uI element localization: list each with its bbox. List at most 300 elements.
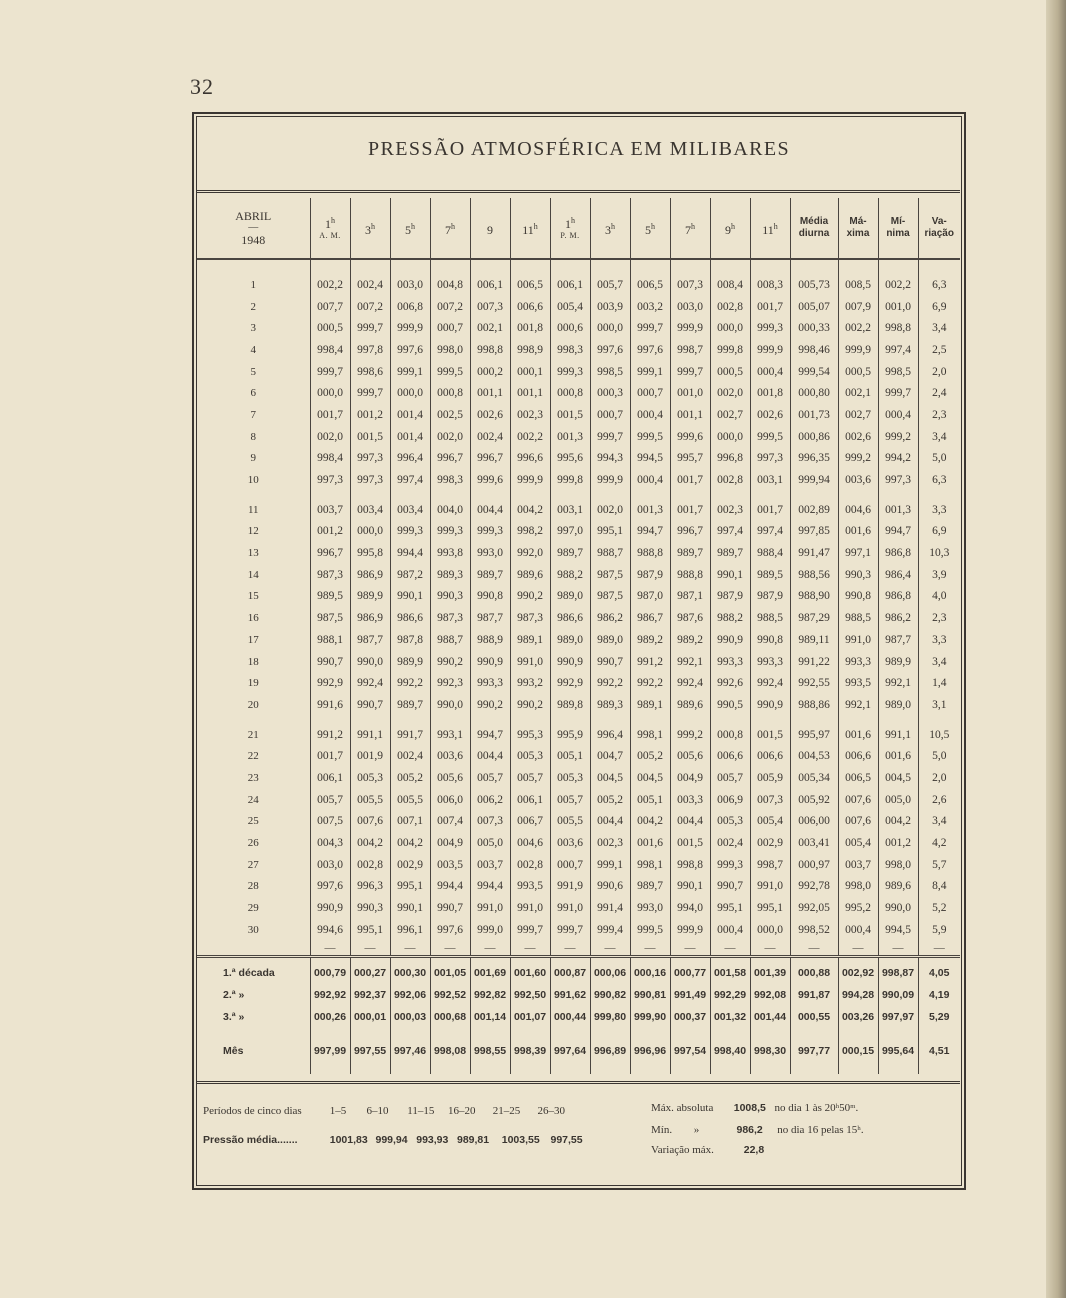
pressure-cell: 989,6 — [510, 564, 550, 586]
book-gutter — [1046, 0, 1066, 1298]
pressure-cell: 990,3 — [838, 564, 878, 586]
pressure-cell: 995,1 — [710, 897, 750, 919]
header-hour: 5$^h$ — [630, 198, 670, 259]
summary-cell: 001,07 — [510, 1006, 550, 1028]
day-row — [197, 521, 960, 543]
max-line — [651, 1102, 858, 1114]
pressure-cell: 006,00 — [790, 811, 838, 833]
pressure-cell: 990,0 — [878, 897, 918, 919]
pressure-cell: 996,35 — [790, 448, 838, 470]
period: 11–15 — [407, 1105, 435, 1117]
day-row — [197, 404, 960, 426]
summary-cell: 001,32 — [710, 1006, 750, 1028]
day-number: 13 — [197, 542, 310, 564]
day-row — [197, 469, 960, 491]
pressure-cell: 002,8 — [350, 854, 390, 876]
pressure-cell: 006,6 — [838, 745, 878, 767]
pressure-cell: 990,2 — [430, 651, 470, 673]
summary-cell: 000,16 — [630, 962, 670, 984]
pressure-cell: 992,2 — [390, 672, 430, 694]
summary-cell: 001,69 — [470, 962, 510, 984]
pressure-cell: 2,3 — [932, 408, 947, 421]
variation-value: 22,8 — [743, 1144, 765, 1156]
pressure-cell: 004,5 — [630, 767, 670, 789]
summary-cell: 000,68 — [430, 1006, 470, 1028]
pressure-cell: 999,1 — [590, 854, 630, 876]
day-row — [197, 317, 960, 339]
pressure-cell: 998,3 — [550, 339, 590, 361]
pressure-cell: 995,97 — [790, 724, 838, 746]
pressure-cell: 003,41 — [790, 832, 838, 854]
dash-cell — [197, 941, 310, 957]
pressure-cell: 003,7 — [470, 854, 510, 876]
dash-cell: — — [310, 941, 350, 957]
pressure-cell: 005,1 — [550, 745, 590, 767]
pressure-cell: 007,3 — [470, 296, 510, 318]
pressure-cell: 2,5 — [932, 343, 947, 356]
pressure-cell: 001,6 — [630, 832, 670, 854]
pressure-cell: 001,2 — [350, 404, 390, 426]
pressure-cell: 998,0 — [838, 876, 878, 898]
pressure-cell: 002,0 — [710, 382, 750, 404]
min-text: no dia 16 pelas 15ʰ. — [777, 1124, 864, 1136]
pressure-cell: 007,3 — [470, 811, 510, 833]
pressure-cell: 997,3 — [750, 448, 790, 470]
day-number: 24 — [197, 789, 310, 811]
pressure-cell: 990,2 — [510, 586, 550, 608]
dash-cell: — — [510, 941, 550, 957]
pressure-cell: 006,5 — [838, 767, 878, 789]
pressure-cell: 997,8 — [350, 339, 390, 361]
pressure-cell: 990,7 — [590, 651, 630, 673]
pressure-cell: 006,5 — [510, 274, 550, 296]
pressure-cell: 003,1 — [550, 499, 590, 521]
pressure-cell: 000,5 — [838, 361, 878, 383]
pressure-cell: 005,9 — [750, 767, 790, 789]
day-number: 21 — [197, 724, 310, 746]
periods-label: Períodos de cinco dias — [203, 1105, 302, 1117]
max-value: 1008,5 — [733, 1102, 766, 1114]
day-number: 9 — [197, 448, 310, 470]
day-row — [197, 564, 960, 586]
summary-row — [197, 1006, 960, 1028]
pressure-cell: 988,5 — [838, 607, 878, 629]
pressure-cell: 995,3 — [510, 724, 550, 746]
day-row — [197, 811, 960, 833]
pressure-cell: 997,6 — [590, 339, 630, 361]
summary-cell: 4,05 — [929, 966, 950, 979]
pressure-cell: 001,6 — [838, 724, 878, 746]
pressure-cell: 000,4 — [630, 404, 670, 426]
day-number: 6 — [197, 382, 310, 404]
pressure-cell: 989,0 — [878, 694, 918, 716]
pressure-cell: 002,3 — [590, 832, 630, 854]
pressure-cell: 992,3 — [430, 672, 470, 694]
pressure-cell: 001,4 — [390, 404, 430, 426]
pressure-cell: 000,1 — [510, 361, 550, 383]
pressure-cell: 005,2 — [390, 767, 430, 789]
day-row — [197, 876, 960, 898]
pressure-cell: 996,6 — [510, 448, 550, 470]
pressure-cell: 990,2 — [510, 694, 550, 716]
header-hour: 7$^h$ — [670, 198, 710, 259]
pressure-cell: 998,5 — [590, 361, 630, 383]
pressure-cell: 991,0 — [550, 897, 590, 919]
pressure-cell: 993,3 — [750, 651, 790, 673]
pressure-cell: 2,0 — [932, 365, 947, 378]
pressure-cell: 004,2 — [630, 811, 670, 833]
pressure-cell: 995,1 — [350, 919, 390, 941]
dash-cell: — — [350, 941, 390, 957]
max-text: no dia 1 às 20ʰ50ᵐ. — [774, 1102, 859, 1114]
pressure-cell: 998,4 — [310, 339, 350, 361]
pressure-cell: 993,0 — [470, 542, 510, 564]
summary-cell: 000,87 — [550, 962, 590, 984]
pressure-cell: 998,52 — [790, 919, 838, 941]
pressure-cell: 989,6 — [670, 694, 710, 716]
pressure-cell: 004,2 — [390, 832, 430, 854]
pressure-cell: 6,3 — [932, 278, 947, 291]
pressure-cell: 000,6 — [550, 317, 590, 339]
summary-cell: 000,01 — [350, 1006, 390, 1028]
pressure-cell: 989,5 — [310, 586, 350, 608]
pressure-cell: 2,3 — [932, 612, 947, 625]
pressure-cell: 992,9 — [550, 672, 590, 694]
pressure-cell: 986,7 — [630, 607, 670, 629]
summary-cell: 991,87 — [790, 984, 838, 1006]
summary-cell: 992,06 — [390, 984, 430, 1006]
pressure-cell: 004,0 — [430, 499, 470, 521]
pressure-cell: 988,1 — [310, 629, 350, 651]
pressure-cell: 989,6 — [878, 876, 918, 898]
pressure-cell: 990,6 — [590, 876, 630, 898]
pressure-cell: 001,2 — [310, 521, 350, 543]
summary-cell: 997,77 — [790, 1040, 838, 1062]
pressure-cell: 999,3 — [550, 361, 590, 383]
pressure-cell: 999,7 — [350, 317, 390, 339]
day-row — [197, 897, 960, 919]
pressure-cell: 003,9 — [590, 296, 630, 318]
pressure-cell: 000,97 — [790, 854, 838, 876]
pressure-cell: 999,5 — [430, 361, 470, 383]
pressure-cell: 989,7 — [550, 542, 590, 564]
day-number: 26 — [197, 832, 310, 854]
summary-cell: 000,30 — [390, 962, 430, 984]
variation-line — [651, 1144, 764, 1156]
pressure-value: 997,55 — [550, 1134, 583, 1146]
summary-cell: 000,26 — [310, 1006, 350, 1028]
pressure-cell: 005,7 — [310, 789, 350, 811]
summary-row — [197, 1040, 960, 1062]
pressure-cell: 996,7 — [470, 448, 510, 470]
pressure-cell: 992,2 — [630, 672, 670, 694]
pressure-cell: 995,8 — [350, 542, 390, 564]
pressure-cell: 006,8 — [390, 296, 430, 318]
pressure-cell: 991,1 — [350, 724, 390, 746]
dash-cell: — — [670, 941, 710, 957]
pressure-cell: 992,6 — [710, 672, 750, 694]
dash-row — [197, 941, 960, 957]
pressure-cell: 986,4 — [878, 564, 918, 586]
pressure-cell: 002,3 — [510, 404, 550, 426]
day-row — [197, 789, 960, 811]
pressure-cell: 990,8 — [470, 586, 510, 608]
pressure-cell: 2,6 — [932, 793, 947, 806]
pressure-cell: 994,5 — [630, 448, 670, 470]
summary-cell: 994,28 — [838, 984, 878, 1006]
day-row — [197, 586, 960, 608]
pressure-cell: 004,4 — [470, 745, 510, 767]
pressure-cell: 1,4 — [932, 677, 947, 690]
pressure-cell: 988,56 — [790, 564, 838, 586]
summary-cell: 997,97 — [878, 1006, 918, 1028]
pressure-cell: 005,73 — [790, 274, 838, 296]
pressure-cell: 001,7 — [310, 745, 350, 767]
pressure-cell: 996,7 — [430, 448, 470, 470]
pressure-cell: 006,0 — [430, 789, 470, 811]
pressure-cell: 986,6 — [550, 607, 590, 629]
pressure-cell: 001,5 — [350, 426, 390, 448]
summary-cell: 992,52 — [430, 984, 470, 1006]
pressure-cell: 998,4 — [310, 448, 350, 470]
pressure-cell: 001,6 — [878, 745, 918, 767]
pressure-cell: 004,9 — [670, 767, 710, 789]
summary-cell: 998,39 — [510, 1040, 550, 1062]
pressure-cell: 987,5 — [310, 607, 350, 629]
pressure-cell: 993,5 — [510, 876, 550, 898]
footer-divider — [197, 1081, 960, 1084]
pressure-cell: 987,3 — [430, 607, 470, 629]
pressure-cell: 001,6 — [838, 521, 878, 543]
pressure-cell: 988,86 — [790, 694, 838, 716]
pressure-cell: 6,3 — [932, 474, 947, 487]
pressure-cell: 998,6 — [350, 361, 390, 383]
pressure-cell: 991,22 — [790, 651, 838, 673]
pressure-cell: 007,1 — [390, 811, 430, 833]
summary-cell: 997,55 — [350, 1040, 390, 1062]
pressure-cell: 999,3 — [390, 521, 430, 543]
pressure-cell: 5,9 — [932, 923, 947, 936]
day-row — [197, 694, 960, 716]
pressure-cell: 007,7 — [310, 296, 350, 318]
pressure-cell: 006,9 — [710, 789, 750, 811]
pressure-cell: 006,7 — [510, 811, 550, 833]
pressure-cell: 993,8 — [430, 542, 470, 564]
pressure-cell: 989,2 — [670, 629, 710, 651]
pressure-cell: 006,6 — [510, 296, 550, 318]
pressure-cell: 3,3 — [932, 503, 947, 516]
day-number: 23 — [197, 767, 310, 789]
pressure-cell: 004,9 — [430, 832, 470, 854]
pressure-cell: 003,6 — [430, 745, 470, 767]
header-hour: 9$^h$ — [710, 198, 750, 259]
pressure-cell: 000,4 — [710, 919, 750, 941]
pressure-cell: 007,9 — [838, 296, 878, 318]
pressure-cell: 002,1 — [470, 317, 510, 339]
dash-cell: — — [878, 941, 918, 957]
pressure-cell: 999,7 — [590, 426, 630, 448]
day-number: 18 — [197, 651, 310, 673]
pressure-cell: 001,1 — [670, 404, 710, 426]
pressure-cell: 002,2 — [838, 317, 878, 339]
pressure-cell: 4,2 — [932, 837, 947, 850]
pressure-cell: 004,2 — [350, 832, 390, 854]
pressure-cell: 988,90 — [790, 586, 838, 608]
min-mark: » — [693, 1124, 700, 1136]
period: 16–20 — [448, 1105, 476, 1117]
pressure-cell: 008,4 — [710, 274, 750, 296]
pressure-cell: 990,1 — [390, 586, 430, 608]
pressure-cell: 005,3 — [710, 811, 750, 833]
pressure-cell: 000,0 — [710, 317, 750, 339]
pressure-cell: 004,5 — [590, 767, 630, 789]
pressure-cell: 998,2 — [510, 521, 550, 543]
pressure-cell: 999,9 — [670, 317, 710, 339]
pressure-cell: 989,8 — [550, 694, 590, 716]
day-number: 17 — [197, 629, 310, 651]
decade-gap — [197, 716, 960, 724]
summary-cell: 991,49 — [670, 984, 710, 1006]
pressure-cell: 000,3 — [590, 382, 630, 404]
pressure-cell: 995,9 — [550, 724, 590, 746]
pressure-cell: 002,2 — [878, 274, 918, 296]
pressure-cell: 999,9 — [510, 469, 550, 491]
pressure-cell: 993,0 — [630, 897, 670, 919]
pressure-cell: 989,7 — [390, 694, 430, 716]
pressure-cell: 001,7 — [670, 469, 710, 491]
summary-cell: 000,15 — [838, 1040, 878, 1062]
pressure-cell: 994,5 — [878, 919, 918, 941]
pressure-cell: 991,7 — [390, 724, 430, 746]
summary-cell: 000,37 — [670, 1006, 710, 1028]
pressure-cell: 007,2 — [350, 296, 390, 318]
pressure-cell: 001,7 — [750, 499, 790, 521]
pressure-cell: 993,3 — [710, 651, 750, 673]
pressure-cell: 999,7 — [310, 361, 350, 383]
pressure-cell: 991,6 — [310, 694, 350, 716]
pressure-cell: 999,54 — [790, 361, 838, 383]
day-number: 7 — [197, 404, 310, 426]
pressure-cell: 998,8 — [670, 854, 710, 876]
pressure-cell: 989,1 — [510, 629, 550, 651]
day-row — [197, 672, 960, 694]
pressure-cell: 992,4 — [350, 672, 390, 694]
pressure-cell: 989,2 — [630, 629, 670, 651]
pressure-cell: 997,1 — [838, 542, 878, 564]
pressure-cell: 003,2 — [630, 296, 670, 318]
pressure-cell: 001,2 — [878, 832, 918, 854]
day-row — [197, 499, 960, 521]
pressure-cell: 992,1 — [838, 694, 878, 716]
pressure-value: 989,81 — [457, 1134, 490, 1146]
day-number: 28 — [197, 876, 310, 898]
pressure-cell: 008,3 — [750, 274, 790, 296]
pressure-cell: 994,3 — [590, 448, 630, 470]
pressure-cell: 999,9 — [838, 339, 878, 361]
pressure-cell: 998,5 — [878, 361, 918, 383]
pressure-cell: 006,1 — [510, 789, 550, 811]
pressure-cell: 998,46 — [790, 339, 838, 361]
header-hour: 1$^h$ P. M. — [550, 198, 590, 259]
dash-cell: — — [590, 941, 630, 957]
pressure-cell: 002,4 — [710, 832, 750, 854]
pressure-cell: 001,8 — [510, 317, 550, 339]
summary-row — [197, 962, 960, 984]
pressure-cell: 004,4 — [670, 811, 710, 833]
dash-cell: — — [550, 941, 590, 957]
pressure-cell: 005,3 — [550, 767, 590, 789]
day-row — [197, 361, 960, 383]
day-number: 19 — [197, 672, 310, 694]
title-divider — [197, 190, 960, 193]
day-number: 22 — [197, 745, 310, 767]
pressure-cell: 3,4 — [932, 430, 947, 443]
summary-cell: 997,64 — [550, 1040, 590, 1062]
pressure-cell: 987,9 — [630, 564, 670, 586]
summary-cell: 998,30 — [750, 1040, 790, 1062]
pressure-cell: 993,1 — [430, 724, 470, 746]
pressure-cell: 987,6 — [670, 607, 710, 629]
pressure-cell: 006,6 — [750, 745, 790, 767]
pressure-cell: 10,5 — [929, 728, 950, 741]
pressure-cell: 005,0 — [878, 789, 918, 811]
dash-cell: — — [933, 941, 945, 954]
pressure-cell: 990,0 — [430, 694, 470, 716]
pressure-cell: 986,8 — [878, 586, 918, 608]
pressure-cell: 5,0 — [932, 750, 947, 763]
pressure-cell: 998,1 — [630, 724, 670, 746]
pressure-cell: 992,1 — [878, 672, 918, 694]
pressure-cell: 987,3 — [310, 564, 350, 586]
summary-cell: 992,82 — [470, 984, 510, 1006]
pressure-cell: 005,5 — [550, 811, 590, 833]
pressure-cell: 987,7 — [878, 629, 918, 651]
pressure-cell: 004,7 — [590, 745, 630, 767]
pressure-cell: 3,4 — [932, 655, 947, 668]
day-number: 29 — [197, 897, 310, 919]
summary-cell: 000,44 — [550, 1006, 590, 1028]
pressure-cell: 992,4 — [750, 672, 790, 694]
pressure-cell: 000,8 — [710, 724, 750, 746]
pressure-cell: 995,7 — [670, 448, 710, 470]
pressure-cell: 986,9 — [350, 564, 390, 586]
pressure-cell: 999,3 — [430, 521, 470, 543]
day-number: 3 — [197, 317, 310, 339]
summary-cell: 990,09 — [878, 984, 918, 1006]
pressure-cell: 996,8 — [710, 448, 750, 470]
pressure-cell: 992,0 — [510, 542, 550, 564]
summary-cell: 000,77 — [670, 962, 710, 984]
summary-cell: 998,08 — [430, 1040, 470, 1062]
summary-cell: 5,29 — [929, 1010, 950, 1023]
dash-cell: — — [630, 941, 670, 957]
pressure-cell: 988,2 — [710, 607, 750, 629]
pressure-cell: 997,4 — [750, 521, 790, 543]
pressure-cell: 992,4 — [670, 672, 710, 694]
header-row — [197, 198, 960, 259]
pressure-cell: 999,5 — [750, 426, 790, 448]
summary-cell: 999,90 — [630, 1006, 670, 1028]
period: 21–25 — [492, 1105, 521, 1117]
pressure-cell: 000,4 — [878, 404, 918, 426]
pressure-cell: 994,4 — [430, 876, 470, 898]
pressure-cell: 002,0 — [310, 426, 350, 448]
pressure-cell: 000,7 — [550, 854, 590, 876]
header-year: 1948 — [241, 233, 266, 247]
pressure-cell: 989,9 — [350, 586, 390, 608]
pressure-cell: 990,5 — [710, 694, 750, 716]
pressure-cell: 989,11 — [790, 629, 838, 651]
